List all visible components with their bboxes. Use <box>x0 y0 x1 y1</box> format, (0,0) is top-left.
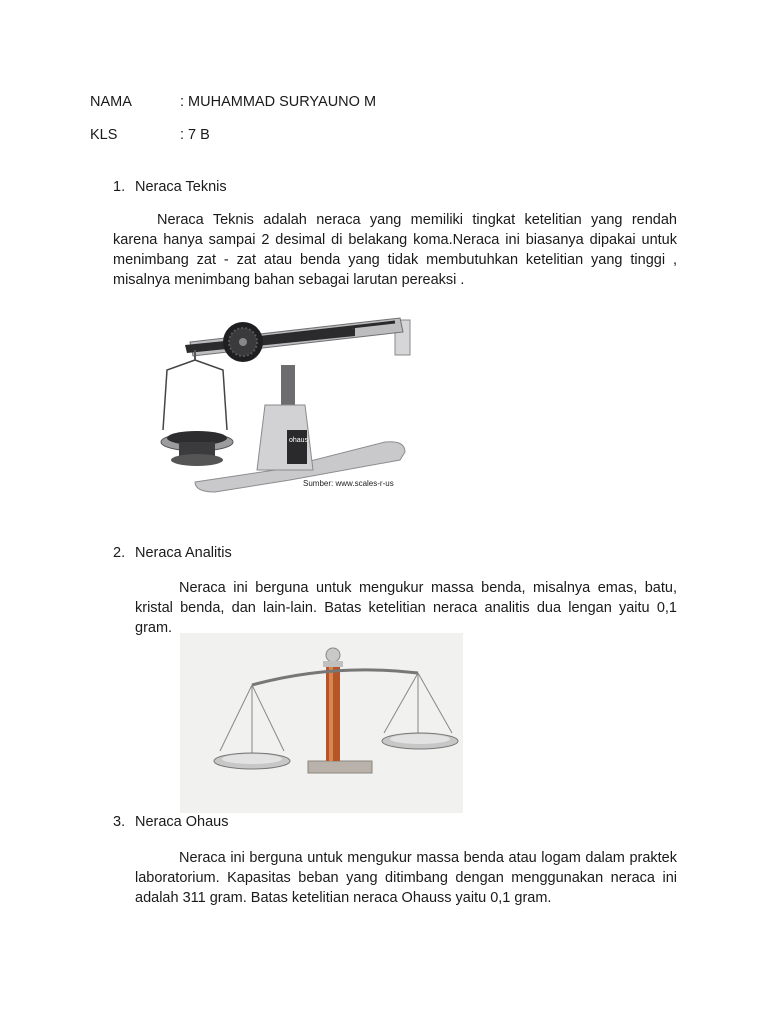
section-1-title: Neraca Teknis <box>135 179 227 195</box>
section-3-title: Neraca Ohaus <box>135 814 229 830</box>
figure-neraca-analitis <box>180 633 463 813</box>
section-2-number: 2. <box>113 545 126 561</box>
neraca-analitis-illustration <box>180 633 463 813</box>
section-3-body-text: Neraca ini berguna untuk mengukur massa benda atau logam dalam praktek laboratorium. Kapasitas beban yang ditimbang dengan menggunakan neraca ini adalah 311 gram. Batas ketelitian neraca Ohauss yaitu 0,1 gram. <box>135 850 677 906</box>
brand-label: ohaus <box>289 437 309 444</box>
name-label: NAMA <box>90 94 132 110</box>
class-label: KLS <box>90 127 118 143</box>
section-2-body <box>135 578 677 638</box>
section-1-number: 1. <box>113 179 126 195</box>
class-value: : 7 B <box>180 127 210 143</box>
section-1-body <box>113 210 677 290</box>
neraca-teknis-illustration <box>155 310 440 495</box>
name-value: : MUHAMMAD SURYAUNO M <box>180 94 377 110</box>
section-2-body-text: Neraca ini berguna untuk mengukur massa benda, misalnya emas, batu, kristal benda, dan lain-lain. Batas ketelitian neraca analitis dua lengan yaitu 0,1 gram. <box>135 580 677 636</box>
section-3-body <box>135 848 677 908</box>
figure-neraca-teknis <box>155 310 440 495</box>
section-2-title: Neraca Analitis <box>135 545 232 561</box>
section-3-number: 3. <box>113 814 126 830</box>
section-1-body-text: Neraca Teknis adalah neraca yang memiliki tingkat ketelitian yang rendah karena hanya sampai 2 desimal di belakang koma.Neraca ini biasanya dipakai untuk menimbang zat - zat atau benda yang tidak membutuhkan ketelitian yang tinggi , misalnya menimbang bahan sebagai larutan pereaksi . <box>113 212 677 288</box>
figure-1-caption: Sumber: www.scales-r-us <box>303 479 394 488</box>
